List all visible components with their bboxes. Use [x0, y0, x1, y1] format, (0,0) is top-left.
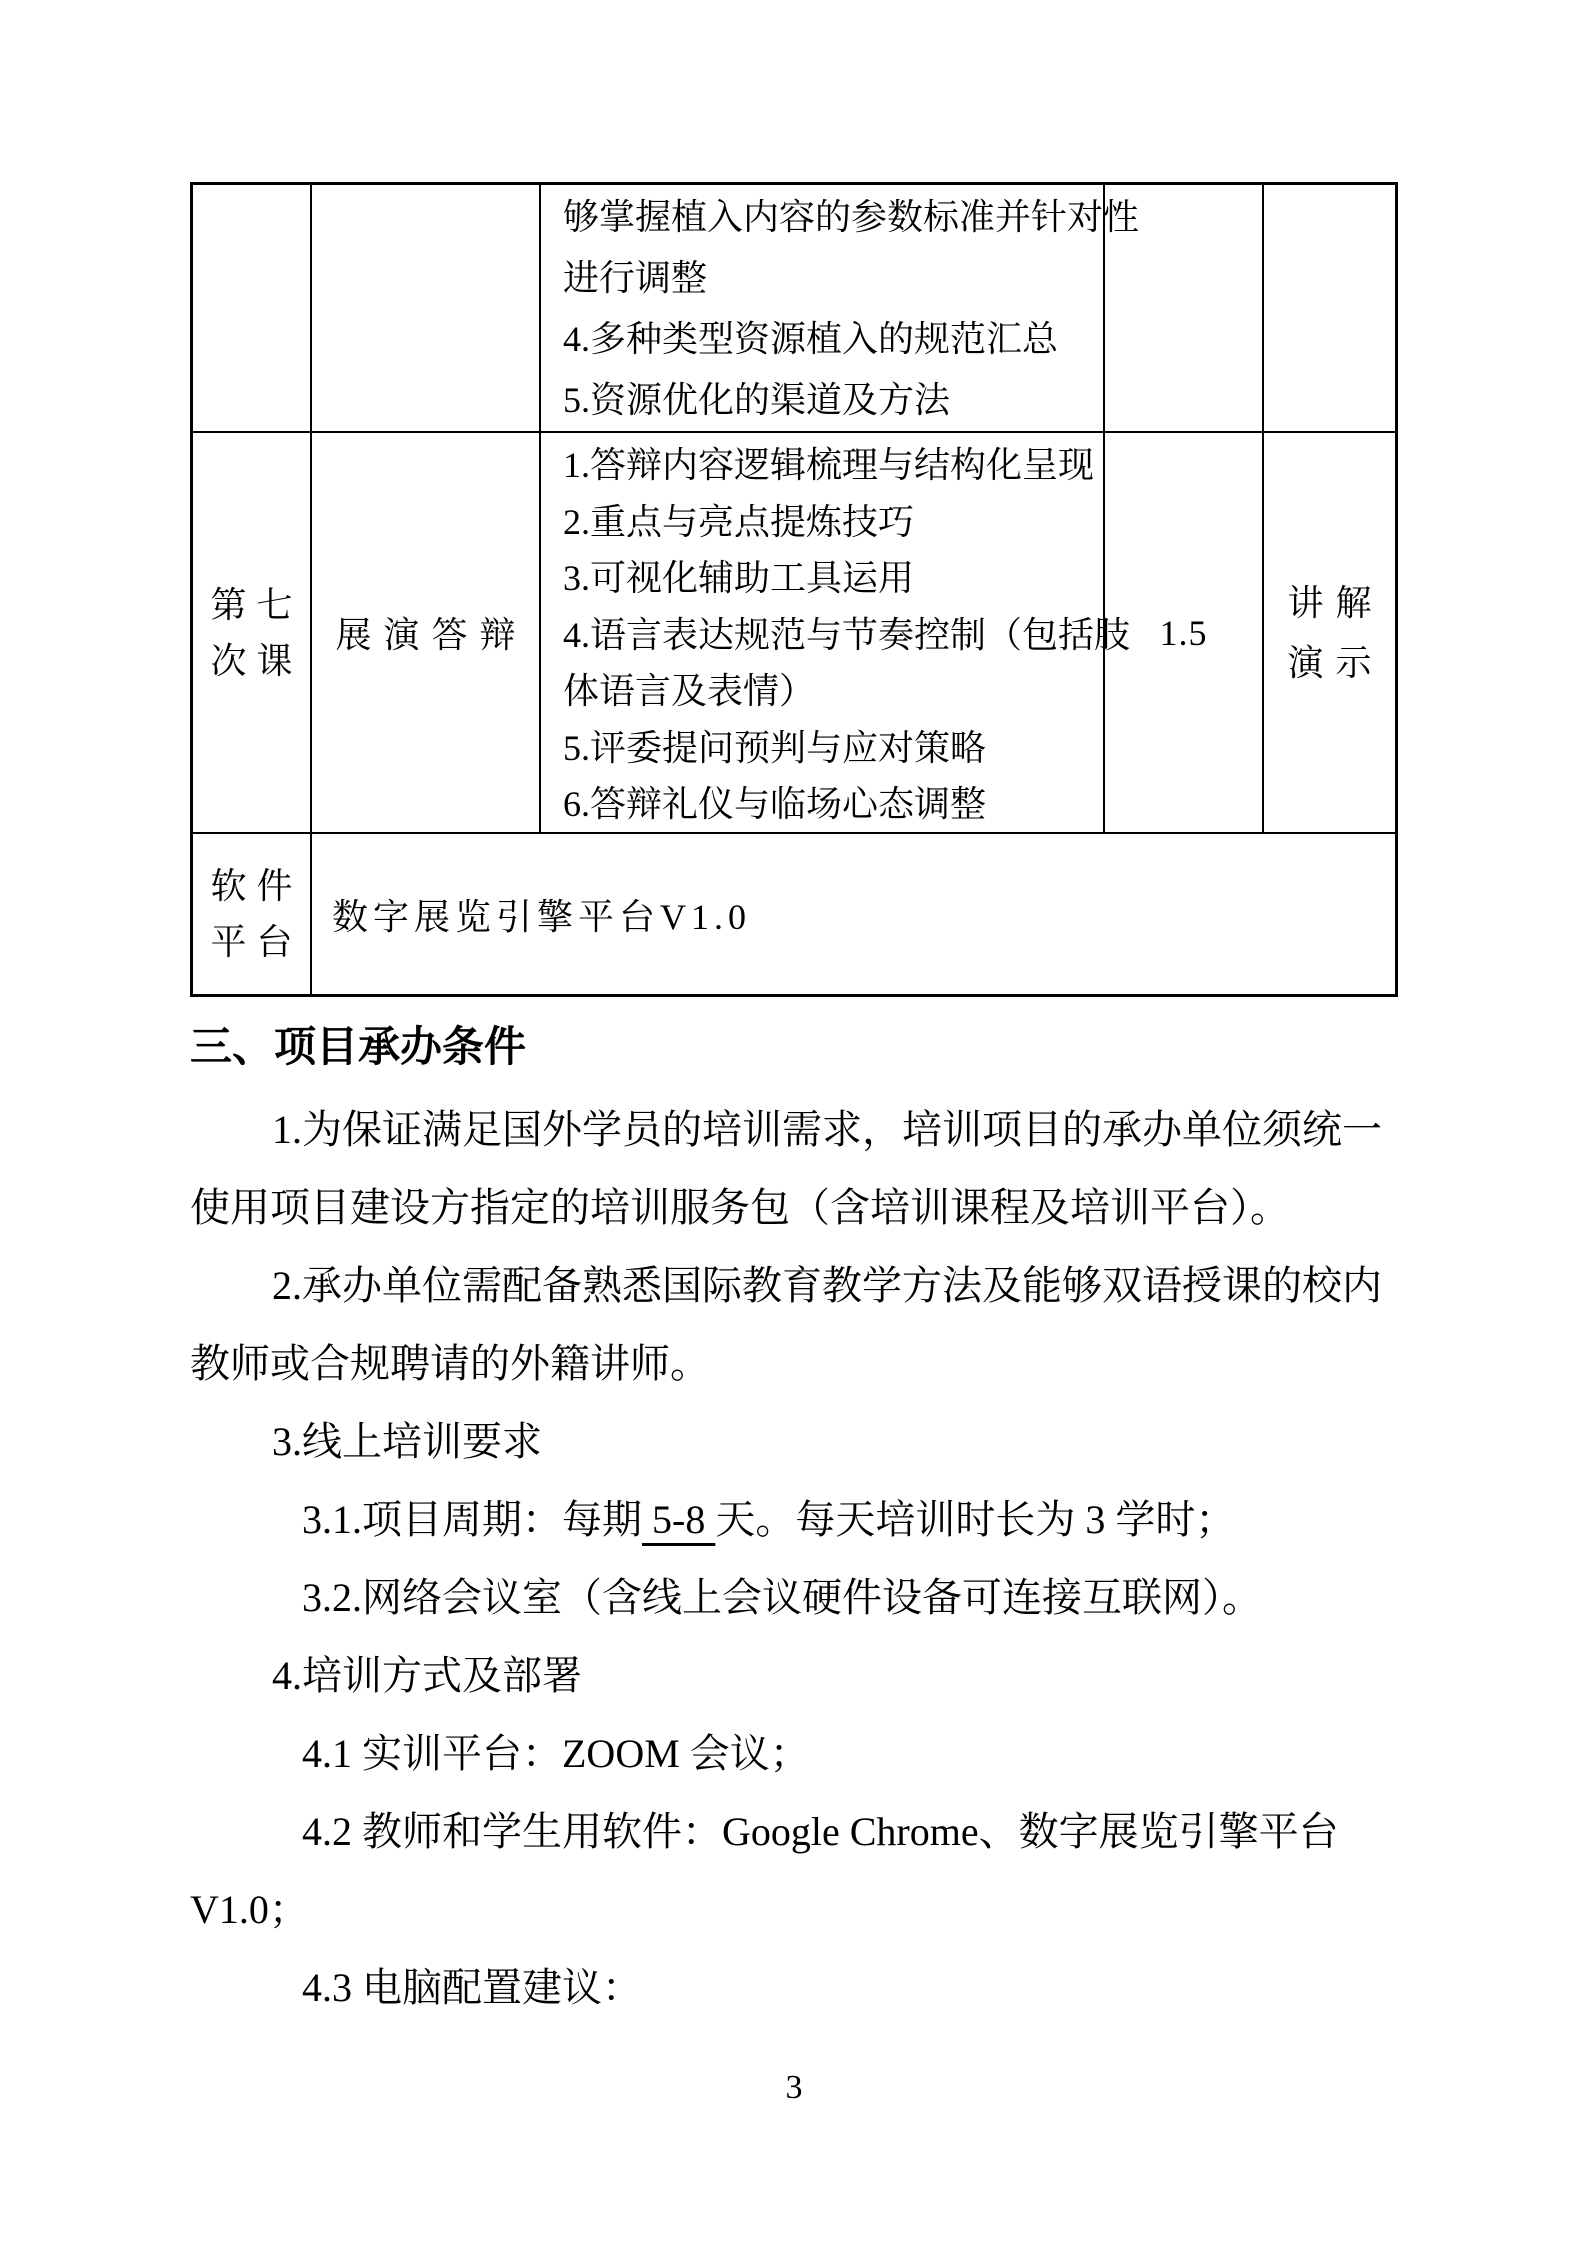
body-line-p1b: 使用项目建设方指定的培训服务包（含培训课程及培训平台）。 [190, 1185, 1290, 1230]
topic-label: 展演答辩 [335, 615, 528, 655]
p31-suffix: 天。每天培训时长为 3 学时； [715, 1497, 1236, 1542]
page-number: 3 [785, 2069, 803, 2106]
body-line-p32: 3.2.网络会议室（含线上会议硬件设备可连接互联网）。 [302, 1575, 1262, 1620]
software-platform-label-cell [193, 834, 312, 994]
course-table [190, 182, 1398, 997]
topic-cell [312, 433, 541, 832]
table-row-continuation [193, 185, 1395, 433]
body-line-p4: 4.培训方式及部署 [272, 1653, 582, 1698]
content-line: 1.答辩内容逻辑梳理与结构化呈现 [563, 445, 1095, 485]
course-line: 第七 [210, 584, 303, 625]
hours-value: 1.5 [1159, 612, 1208, 653]
hours-cell-empty [1105, 185, 1264, 431]
course-cell [193, 433, 312, 832]
p31-underlined-range: 5-8 [642, 1497, 716, 1542]
body-line-p41: 4.1 实训平台：ZOOM 会议； [302, 1731, 810, 1776]
body-line-p31 [190, 1481, 1398, 1559]
body-line-p43: 4.3 电脑配置建议： [302, 1965, 642, 2010]
table-row-lesson7 [193, 433, 1395, 834]
course-line: 次课 [210, 640, 303, 681]
body-line-p42b: V1.0； [190, 1887, 309, 1932]
body-line-p3: 3.线上培训要求 [272, 1419, 542, 1464]
section-body [190, 1018, 1398, 2027]
content-line: 进行调整 [563, 258, 708, 298]
content-line: 够掌握植入内容的参数标准并针对性 [563, 197, 1140, 237]
body-line-p1a: 1.为保证满足国外学员的培训需求，培训项目的承办单位须统一 [272, 1107, 1382, 1152]
table-row-software-platform [193, 834, 1395, 994]
content-cell [541, 433, 1131, 832]
content-line: 5.评委提问预判与应对策略 [563, 727, 987, 768]
content-line: 3.可视化辅助工具运用 [563, 558, 915, 598]
content-line: 体语言及表情） [563, 671, 816, 711]
label-line: 平台 [210, 922, 303, 962]
content-line: 2.重点与亮点提炼技巧 [563, 501, 915, 542]
method-cell-empty [1264, 185, 1395, 431]
course-cell-empty [193, 185, 312, 431]
body-line-p2b: 教师或合规聘请的外籍讲师。 [190, 1341, 710, 1386]
hours-cell [1105, 433, 1264, 832]
software-platform-value: 数字展览引擎平台V1.0 [332, 896, 751, 937]
content-cell [541, 185, 1140, 431]
content-line: 5.资源优化的渠道及方法 [563, 380, 951, 420]
content-line: 4.语言表达规范与节奏控制（包括肢 [563, 614, 1131, 655]
method-line: 演示 [1287, 642, 1384, 683]
method-cell [1264, 433, 1395, 832]
method-line: 讲解 [1287, 582, 1384, 623]
body-line-p42a: 4.2 教师和学生用软件：Google Chrome、数字展览引擎平台 [302, 1809, 1339, 1854]
section-heading: 三、项目承办条件 [190, 1025, 527, 1071]
body-line-p2a: 2.承办单位需配备熟悉国际教育教学方法及能够双语授课的校内 [272, 1263, 1382, 1308]
content-line: 4.多种类型资源植入的规范汇总 [563, 319, 1059, 359]
content-line: 6.答辩礼仪与临场心态调整 [563, 784, 987, 824]
software-platform-value-cell [312, 834, 1395, 994]
p31-prefix: 3.1.项目周期：每期 [302, 1497, 642, 1542]
topic-cell-empty [312, 185, 541, 431]
label-line: 软件 [210, 866, 303, 906]
